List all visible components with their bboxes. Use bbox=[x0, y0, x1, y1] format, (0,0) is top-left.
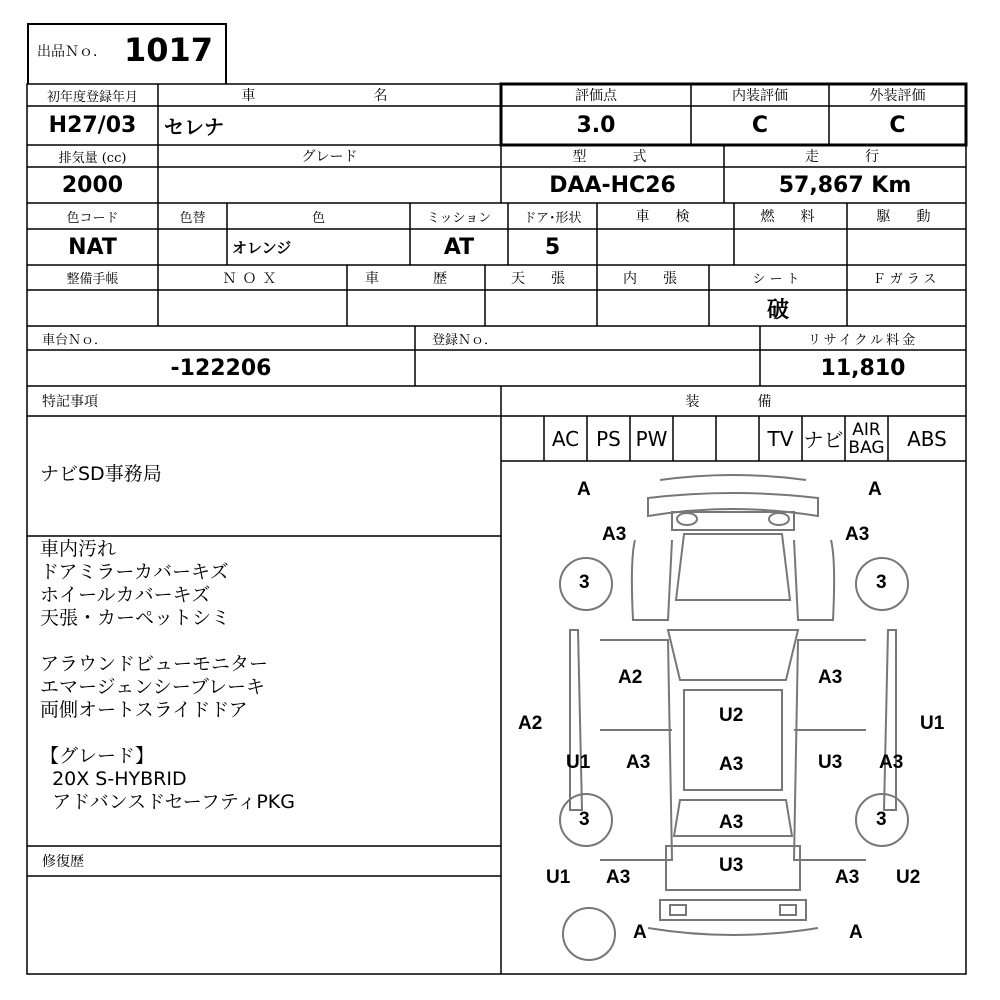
displacement-label: 排気量 (cc) bbox=[58, 150, 127, 166]
seat-value: 破 bbox=[766, 297, 789, 323]
inspection-value bbox=[597, 229, 734, 265]
damage-mark-front-right-wheel: 3 bbox=[876, 572, 887, 593]
equipment-pw: PW bbox=[635, 426, 668, 451]
damage-mark-left-mirror: A2 bbox=[518, 713, 543, 734]
equipment-tv: TV bbox=[767, 426, 794, 451]
nox-label: ＮＯＸ bbox=[222, 270, 283, 287]
damage-mark-left-front-door: A2 bbox=[618, 667, 643, 688]
damage-mark-rear-left-fender: A3 bbox=[606, 867, 631, 888]
damage-mark-roof: A3 bbox=[719, 754, 744, 775]
damage-mark-rear-bumper-right: A bbox=[849, 922, 863, 943]
displacement-value: 2000 bbox=[61, 172, 124, 198]
color-value: オレンジ bbox=[232, 238, 292, 257]
color-label: 色 bbox=[311, 210, 325, 226]
mission-value: AT bbox=[443, 234, 475, 260]
equipment-abs: ABS bbox=[907, 426, 947, 451]
registration-number-label: 登録Ｎｏ． bbox=[432, 332, 498, 348]
interior-rating-value: C bbox=[751, 113, 769, 138]
score-value: 3.0 bbox=[576, 113, 616, 138]
damage-mark-roof-front: U2 bbox=[719, 705, 744, 726]
chassis-number-value: -122206 bbox=[170, 355, 272, 381]
equipment-navi: ナビ bbox=[803, 428, 844, 452]
damage-mark-rear-left-quarter: U1 bbox=[546, 867, 571, 888]
lot-number-value: 1017 bbox=[124, 31, 214, 69]
repair-history-label: 修復歴 bbox=[42, 854, 84, 870]
damage-mark-tailgate: U3 bbox=[719, 855, 744, 876]
equipment-ac: AC bbox=[551, 426, 580, 451]
seat-label: シート bbox=[752, 272, 804, 287]
model-value: DAA-HC26 bbox=[549, 172, 676, 198]
equipment-ps: PS bbox=[596, 426, 621, 451]
damage-mark-right-step: A3 bbox=[879, 752, 904, 773]
recycle-fee-value: 11,810 bbox=[820, 355, 906, 381]
front-glass-label: Ｆガラス bbox=[872, 272, 941, 287]
model-label: 型 式 bbox=[572, 149, 653, 165]
special-notes-text: ナビSD事務局 bbox=[40, 463, 162, 485]
grade-value bbox=[164, 167, 494, 203]
equipment-blank-2 bbox=[673, 416, 716, 461]
damage-mark-left-step: U1 bbox=[566, 752, 591, 773]
lot-number-label: 出品Ｎｏ． bbox=[37, 44, 107, 60]
interior-lining-label: 内 張 bbox=[623, 270, 683, 287]
door-shape-value: 5 bbox=[544, 234, 561, 260]
damage-mark-rear-left-wheel: 3 bbox=[579, 809, 590, 830]
recycle-fee-label: リサイクル料金 bbox=[807, 332, 919, 348]
damage-mark-rear-right-wheel: 3 bbox=[876, 809, 887, 830]
first-registration-value: H27/03 bbox=[48, 113, 137, 138]
fuel-value bbox=[734, 229, 847, 265]
score-label: 評価点 bbox=[575, 88, 617, 104]
vehicle-history-label: 車 歴 bbox=[365, 270, 467, 287]
equipment-blank-3 bbox=[716, 416, 759, 461]
damage-mark-rear-right-fender: A3 bbox=[835, 867, 860, 888]
damage-mark-right-front-door: A3 bbox=[818, 667, 843, 688]
damage-mark-right-rear-door: U3 bbox=[818, 752, 843, 773]
color-code-value: NAT bbox=[68, 234, 117, 260]
equipment-label: 装 備 bbox=[685, 394, 782, 410]
drive-label: 駆 動 bbox=[876, 209, 937, 225]
chassis-number-label: 車台Ｎｏ． bbox=[42, 332, 108, 348]
mileage-label: 走 行 bbox=[805, 149, 885, 165]
registration-number-value bbox=[415, 350, 760, 386]
damage-mark-front-left-wheel: 3 bbox=[579, 572, 590, 593]
car-name-value: セレナ bbox=[164, 115, 224, 139]
maintenance-record-label: 整備手帳 bbox=[66, 272, 119, 287]
damage-mark-rear-window: A3 bbox=[719, 812, 744, 833]
damage-mark-right-mirror: U1 bbox=[920, 713, 945, 734]
color-code-label: 色コード bbox=[66, 210, 119, 226]
repaint-label: 色替 bbox=[179, 210, 206, 226]
fuel-label: 燃 料 bbox=[760, 209, 821, 225]
damage-mark-rear-right-quarter: U2 bbox=[896, 867, 921, 888]
roof-lining-label: 天 張 bbox=[511, 270, 571, 287]
inspection-label: 車 検 bbox=[635, 209, 696, 225]
door-shape-label: ドア･形状 bbox=[523, 210, 582, 226]
interior-rating-label: 内装評価 bbox=[732, 88, 788, 104]
repaint-value bbox=[158, 229, 227, 265]
car-name-label: 車 名 bbox=[241, 88, 418, 104]
drive-value bbox=[847, 229, 966, 265]
damage-mark-front-right-fender: A3 bbox=[845, 524, 870, 545]
detail-notes-text: 車内汚れ ドアミラーカバーキズ ホイールカバーキズ 天張・カーペットシミ アラウンドビューモニター エマージェンシーブレーキ 両側オートスライドドア 【グレード】 20X S-HYBRID アドバンスドセーフティPKG bbox=[40, 538, 295, 813]
first-registration-label: 初年度登録年月 bbox=[46, 89, 138, 105]
damage-mark-left-rear-door: A3 bbox=[626, 752, 651, 773]
exterior-rating-label: 外装評価 bbox=[869, 88, 926, 104]
grade-label: グレード bbox=[301, 149, 358, 165]
equipment-blank-1 bbox=[501, 416, 544, 461]
equipment-airbag: AIR BAG bbox=[848, 419, 885, 458]
damage-mark-rear-bumper-left: A bbox=[633, 922, 647, 943]
special-notes-label: 特記事項 bbox=[42, 394, 98, 410]
exterior-rating-value: C bbox=[889, 113, 906, 138]
damage-mark-front-left-corner: A bbox=[577, 479, 591, 500]
damage-mark-front-left-fender: A3 bbox=[602, 524, 627, 545]
mission-label: ミッション bbox=[426, 210, 492, 226]
damage-mark-front-right-corner: A bbox=[868, 479, 882, 500]
mileage-value: 57,867 Km bbox=[778, 172, 912, 198]
